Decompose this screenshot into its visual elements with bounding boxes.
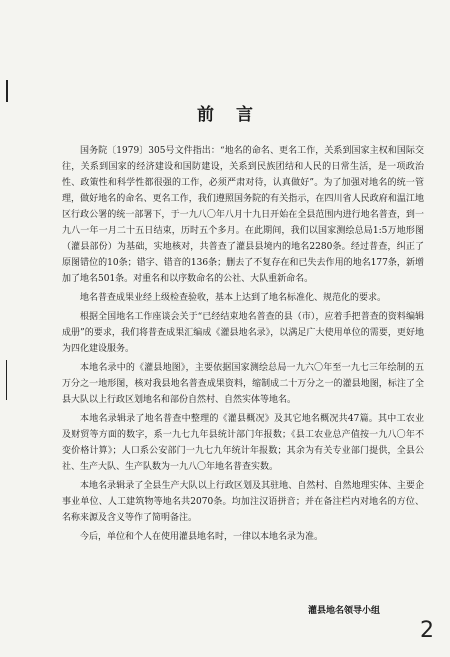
binding-mark xyxy=(6,360,7,400)
signature: 灌县地名领导小组 xyxy=(307,606,380,616)
page-title: 前言 xyxy=(197,105,275,125)
document-body xyxy=(62,143,424,548)
paragraph-3: 根据全国地名工作座谈会关于“已经结束地名普查的县（市），应着手把普查的资料编辑成册”的要求，我们将普查成果汇编成《灌县地名录》，以满足广大使用单位的需要，更好地为四化建设服务。 xyxy=(62,312,424,354)
binding-mark xyxy=(6,80,8,102)
paragraph-1: 国务院〔1979〕305号文件指出：“地名的命名、更名工作，关系到国家主权和国际交往，关系到国家的经济建设和国防建设，关系到民族团结和人民的日常生活，是一项政治性、政策性和科学性都很强的工作，必须严肃对待，认真做好”。为了加强对地名的统一管理，做好地名的命名、更名工作，我们遵照国务院的有关指示，在四川省人民政府和温江地区行政公署的统一部署下，于一九八〇年八月十九日开始在全县范围内进行地名普查，到一九八一年一月二十五日结束，历时五个多月。在此期间，我们以国家测绘总局1:5万地形图（灌县部份）为基础，实地核对，共普查了灌县县境内的地名2280条。经过普查，纠正了原图错位的10条；错字、错音的136条；删去了不复存在和已失去作用的地名177条，新增加了地名501条。对重名和以序数命名的公社、大队重新命名。 xyxy=(62,146,424,284)
paragraph-7: 今后，单位和个人在使用灌县地名时，一律以本地名录为准。 xyxy=(80,532,324,542)
paragraph-6: 本地名录辑录了全县生产大队以上行政区划及其驻地、自然村、自然地理实体、主要企事业单位、人工建筑物等地名共2070条。均加注汉语拼音；并在备注栏内对地名的方位、名称来源及含义等作了简明备注。 xyxy=(62,481,424,523)
handwritten-page-number: 2 xyxy=(420,618,434,643)
paragraph-5: 本地名录辑录了地名普查中整理的《灌县概况》及其它地名概况共47篇。其中工农业及财贸等方面的数字，系一九七九年县统计部门年报数；《县工农业总产值按一九八〇年不变价格计算》；人口系公安部门一九七九年统计年报数；其余为有关专业部门提供，全县公社、生产大队、生产队数为一九八〇年地名普查实数。 xyxy=(62,414,424,472)
paragraph-4: 本地名录中的《灌县地图》，主要依据国家测绘总局一九六〇年至一九七三年绘制的五万分之一地形图，核对我县地名普查成果资料，缩制成二十万分之一的灌县地图，标注了全县大队以上行政区划地名和部份自然村、自然实体等地名。 xyxy=(62,363,424,405)
paragraph-2: 地名普查成果业经上级检查验收，基本上达到了地名标准化、规范化的要求。 xyxy=(80,293,387,303)
